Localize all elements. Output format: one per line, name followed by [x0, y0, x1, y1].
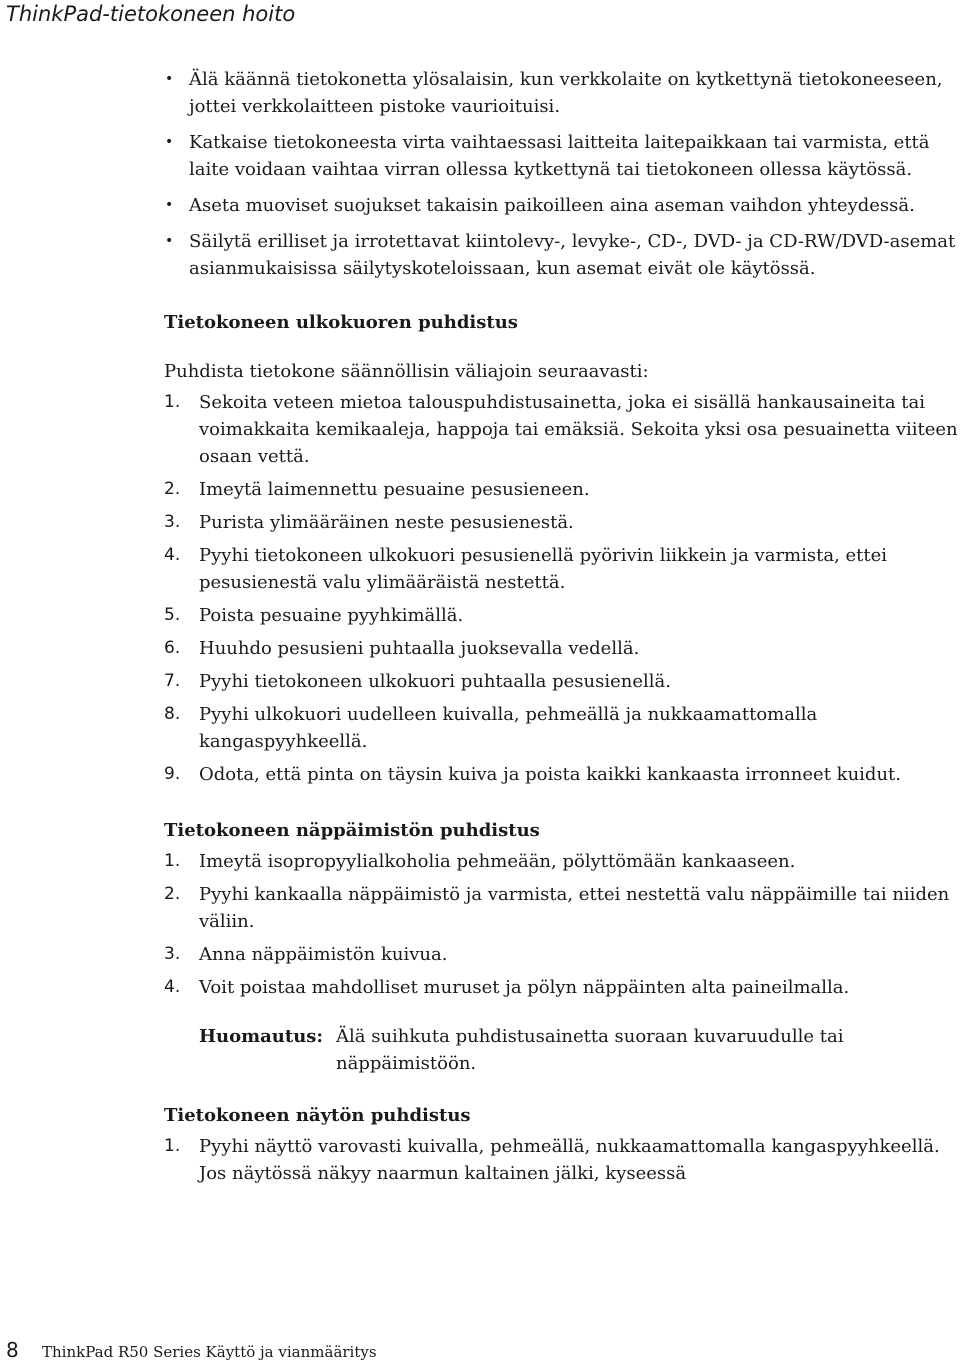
keyboard-steps-list [164, 848, 960, 1001]
step-text: Pyyhi ulkokuori uudelleen kuivalla, pehmeällä ja nukkaamattomalla kangaspyyhkeellä. [199, 704, 818, 752]
list-item [164, 542, 960, 596]
list-item [164, 129, 960, 183]
list-item-text: Säilytä erilliset ja irrotettavat kiintolevy-, levyke-, CD-, DVD- ja CD-RW/DVD-asemat asianmukaisissa säilytyskoteloissaan, kun asemat eivät ole käytössä. [189, 231, 956, 279]
step-number: 9. [164, 764, 181, 784]
bullet-icon: • [165, 233, 174, 249]
display-steps-list [164, 1133, 960, 1187]
list-item-text: Älä käännä tietokonetta ylösalaisin, kun verkkolaite on kytkettynä tietokoneeseen, jottei verkkolaitteen pistoke vaurioituisi. [189, 69, 943, 117]
bullet-icon: • [165, 134, 174, 150]
section-heading-display: Tietokoneen näytön puhdistus [164, 1105, 471, 1126]
list-item [164, 881, 960, 935]
step-text: Pyyhi tietokoneen ulkokuori puhtaalla pesusienellä. [199, 671, 671, 692]
list-item [164, 192, 960, 219]
step-text: Voit poistaa mahdolliset muruset ja pölyn näppäinten alta paineilmalla. [199, 977, 850, 998]
list-item [164, 228, 960, 282]
step-text: Pyyhi kankaalla näppäimistö ja varmista, ettei nestettä valu näppäimille tai niiden väliin. [199, 884, 950, 932]
precautions-list [164, 66, 960, 282]
step-number: 1. [164, 851, 181, 871]
step-number: 4. [164, 545, 181, 565]
step-number: 8. [164, 704, 181, 724]
step-number: 6. [164, 638, 181, 658]
list-item-text: Katkaise tietokoneesta virta vaihtaessasi laitteita laitepaikkaan tai varmista, että laite voidaan vaihtaa virran ollessa kytkettynä tai tietokoneen ollessa käytössä. [189, 132, 930, 180]
list-item [164, 974, 960, 1001]
list-item [164, 941, 960, 968]
step-number: 3. [164, 512, 181, 532]
bullet-icon: • [165, 71, 174, 87]
step-text: Imeytä isopropyylialkoholia pehmeään, pölyttömään kankaaseen. [199, 851, 796, 872]
note-label: Huomautus: [199, 1026, 324, 1047]
step-text: Pyyhi näyttö varovasti kuivalla, pehmeällä, nukkaamattomalla kangaspyyhkeellä. Jos näytössä näkyy naarmun kaltainen jälki, kyseessä [199, 1136, 940, 1184]
bullet-icon: • [165, 197, 174, 213]
list-item [164, 635, 960, 662]
list-item [164, 668, 960, 695]
list-item [164, 389, 960, 470]
page-footer [6, 1338, 377, 1362]
section-heading-exterior: Tietokoneen ulkokuoren puhdistus [164, 312, 518, 333]
page-number: 8 [6, 1338, 19, 1362]
footer-title: ThinkPad R50 Series Käyttö ja vianmääritys [42, 1343, 377, 1361]
step-number: 7. [164, 671, 181, 691]
section-heading-keyboard: Tietokoneen näppäimistön puhdistus [164, 820, 540, 841]
step-text: Odota, että pinta on täysin kuiva ja poista kaikki kankaasta irronneet kuidut. [199, 764, 901, 785]
list-item [164, 509, 960, 536]
list-item-text: Aseta muoviset suojukset takaisin paikoilleen aina aseman vaihdon yhteydessä. [189, 195, 915, 216]
step-number: 3. [164, 944, 181, 964]
step-text: Huuhdo pesusieni puhtaalla juoksevalla vedellä. [199, 638, 640, 659]
step-text: Sekoita veteen mietoa talouspuhdistusainetta, joka ei sisällä hankausaineita tai voimakkaita kemikaaleja, happoja tai emäksiä. Sekoita yksi osa pesuainetta viiteen osaan vettä. [199, 392, 958, 467]
page-content [164, 66, 960, 1193]
step-text: Poista pesuaine pyyhkimällä. [199, 605, 464, 626]
running-head: ThinkPad-tietokoneen hoito [6, 2, 296, 26]
list-item [164, 66, 960, 120]
step-number: 1. [164, 392, 181, 412]
section-intro: Puhdista tietokone säännöllisin väliajoin seuraavasti: [164, 361, 649, 382]
list-item [164, 476, 960, 503]
list-item [164, 761, 960, 788]
list-item [164, 602, 960, 629]
step-text: Purista ylimääräinen neste pesusienestä. [199, 512, 574, 533]
step-number: 2. [164, 884, 181, 904]
step-number: 1. [164, 1136, 181, 1156]
list-item [164, 701, 960, 755]
step-number: 5. [164, 605, 181, 625]
step-text: Pyyhi tietokoneen ulkokuori pesusienellä pyörivin liikkein ja varmista, ettei pesusienestä valu ylimääräistä nestettä. [199, 545, 888, 593]
step-text: Anna näppäimistön kuivua. [199, 944, 448, 965]
note-text: Älä suihkuta puhdistusainetta suoraan kuvaruudulle tai näppäimistöön. [336, 1026, 844, 1074]
list-item [164, 1133, 960, 1187]
step-number: 2. [164, 479, 181, 499]
note-block [199, 1023, 960, 1077]
step-number: 4. [164, 977, 181, 997]
exterior-steps-list [164, 389, 960, 788]
step-text: Imeytä laimennettu pesuaine pesusieneen. [199, 479, 590, 500]
list-item [164, 848, 960, 875]
